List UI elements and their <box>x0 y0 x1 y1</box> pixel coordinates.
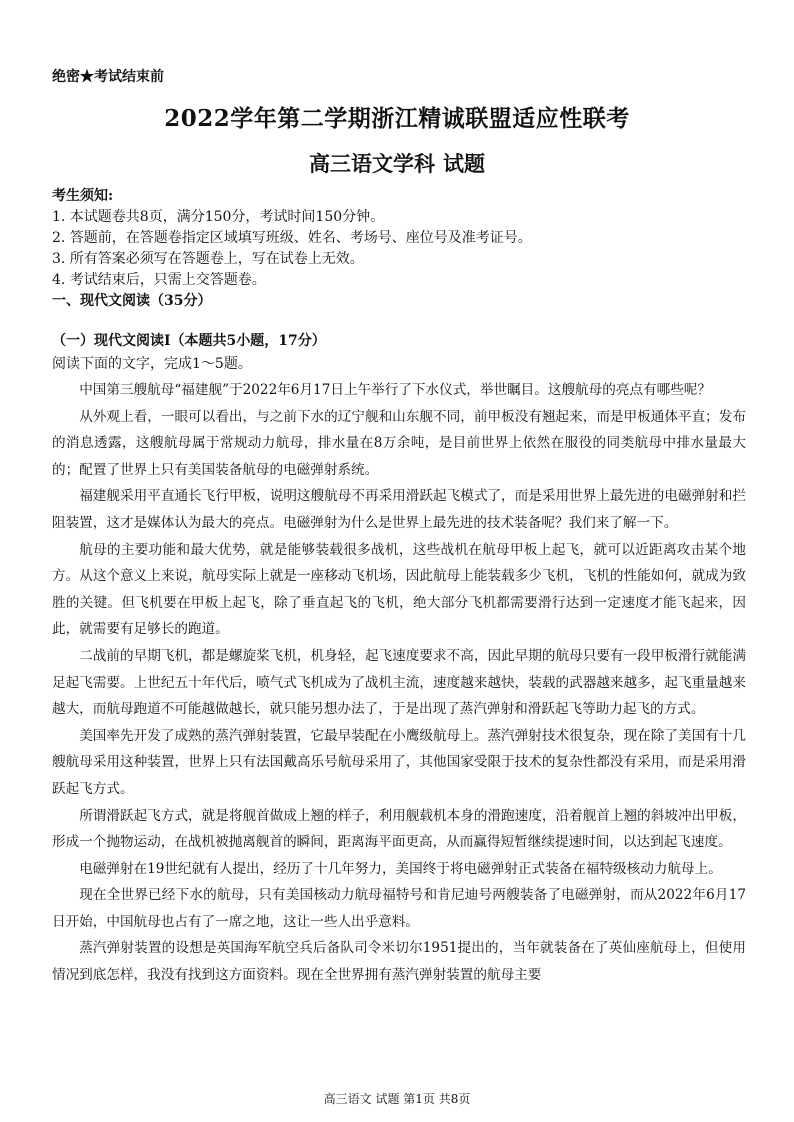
notice-heading: 考生须知: <box>52 188 114 204</box>
subtitle-kind: 试题 <box>443 151 485 176</box>
exam-title: 2022学年第二学期浙江精诚联盟适应性联考 <box>164 105 630 132</box>
notice-item: 1. 本试题卷共8页，满分150分，考试时间150分钟。 <box>52 209 385 225</box>
reading-instruction: 阅读下面的文字，完成1～5题。 <box>52 356 252 372</box>
passage-paragraph: 蒸汽弹射装置的设想是英国海军航空兵后备队司令米切尔1951提出的，当年就装备在了英仙座航母上，但使用情况到底怎样，我没有找到这方面资料。现在全世界拥有蒸汽弹射装置的航母主要 <box>52 940 746 984</box>
notice-item: 3. 所有答案必须写在答题卷上，写在试卷上无效。 <box>52 251 364 267</box>
passage-paragraph: 电磁弹射在19世纪就有人提出，经历了十几年努力，美国终于将电磁弹射正式装备在福特级核动力航母上。 <box>79 860 722 877</box>
passage-paragraph: 所谓滑跃起飞方式，就是将舰首做成上翘的样子，利用舰载机本身的滑跑速度，沿着舰首上翘的斜坡冲出甲板，形成一个抛物运动，在战机被抛离舰首的瞬间，距离海平面更高，从而赢得短暂继续提速时间，以达到起飞速度。 <box>52 807 746 851</box>
passage-paragraph: 航母的主要功能和最大优势，就是能够装载很多战机，这些战机在航母甲板上起飞，就可以近距离攻击某个地方。从这个意义上来说，航母实际上就是一座移动飞机场，因此航母上能装载多少飞机，飞机的性能如何，就成为致胜的关键。但飞机要在甲板上起飞，除了垂直起飞的飞机，绝大部分飞机都需要滑行达到一定速度才能飞起来，因此，就需要有足够长的跑道。 <box>52 541 746 638</box>
passage-paragraph: 美国率先开发了成熟的蒸汽弹射装置，它最早装配在小鹰级航母上。蒸汽弹射技术很复杂，现在除了美国有十几艘航母采用这种装置，世界上只有法国戴高乐号航母采用了，其他国家受限于技术的复杂性都没有采用，而是采用滑跃起飞方式。 <box>52 727 746 797</box>
notice-item: 4. 考试结束后，只需上交答题卷。 <box>52 272 266 288</box>
subtitle-subject: 高三语文学科 <box>309 151 435 176</box>
exam-subtitle <box>0 148 794 178</box>
candidate-notice <box>52 186 752 291</box>
passage-paragraph: 福建舰采用平直通长飞行甲板，说明这艘航母不再采用滑跃起飞模式了，而是采用世界上最先进的电磁弹射和拦阻装置，这才是媒体认为最大的亮点。电磁弹射为什么是世界上最先进的技术装备呢？我们来了解一下。 <box>52 488 746 531</box>
passage-paragraph: 现在全世界已经下水的航母，只有美国核动力航母福特号和肯尼迪号两艘装备了电磁弹射，而从2022年6月17日开始，中国航母也占有了一席之地，这让一些人出乎意料。 <box>52 887 746 930</box>
passage-paragraph: 从外观上看，一眼可以看出，与之前下水的辽宁舰和山东舰不同，前甲板没有翘起来，而是甲板通体平直；发布的消息透露，这艘航母属于常规动力航母，排水量在8万余吨，是目前世界上依然在服役的同类航母中排水量最大的；配置了世界上只有美国装备航母的电磁弹射系统。 <box>52 408 746 478</box>
secret-label: 绝密★考试结束前 <box>52 69 164 85</box>
part-heading: 一、现代文阅读（35分） <box>52 293 212 309</box>
notice-item: 2. 答题前，在答题卷指定区域填写班级、姓名、考场号、座位号及准考证号。 <box>52 230 532 246</box>
passage-paragraph: 二战前的早期飞机，都是螺旋桨飞机，机身轻，起飞速度要求不高，因此早期的航母只要有一段甲板滑行就能满足起飞需要。上世纪五十年代后，喷气式飞机成为了战机主流，速度越来越快，装载的武器越来越多，起飞重量越来越大，而航母跑道不可能越做越长，就只能另想办法了，于是出现了蒸汽弹射和滑跃起飞等助力起飞的方式。 <box>52 647 746 718</box>
passage-paragraph: 中国第三艘航母“福建舰”于2022年6月17日上午举行了下水仪式，举世瞩目。这艘航母的亮点有哪些呢？ <box>79 382 711 398</box>
page-footer: 高三语文 试题 第1页 共8页 <box>323 1092 471 1106</box>
reading-passage <box>52 377 746 989</box>
sub-heading: （一）现代文阅读Ⅰ（本题共5小题，17分） <box>52 333 326 349</box>
